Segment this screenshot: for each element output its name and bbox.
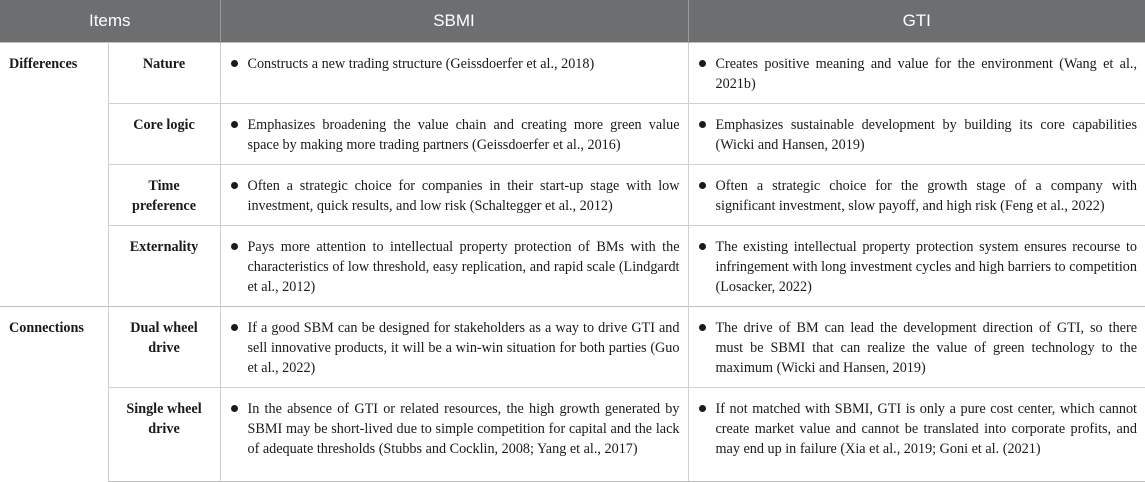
table-row xyxy=(0,226,1145,307)
header-items: Items xyxy=(0,0,220,43)
header-row xyxy=(0,0,1145,43)
row-label: Time preference xyxy=(108,165,220,226)
sbmi-cell: Often a strategic choice for companies in their start-up stage with low investment, quick results, and low risk (Schaltegger et al., 2012) xyxy=(220,165,688,226)
table-row xyxy=(0,104,1145,165)
gti-cell: The drive of BM can lead the development direction of GTI, so there must be SBMI that can realize the value of green technology to the maximum (Wicki and Hansen, 2019) xyxy=(688,307,1145,388)
row-label: Core logic xyxy=(108,104,220,165)
gti-cell: Emphasizes sustainable development by building its core capabilities (Wicki and Hansen, 2019) xyxy=(688,104,1145,165)
bullet-icon xyxy=(231,182,238,189)
gti-cell: The existing intellectual property protection system ensures recourse to infringement with long investment cycles and high barriers to competition (Losacker, 2022) xyxy=(688,226,1145,307)
gti-cell: Creates positive meaning and value for the environment (Wang et al., 2021b) xyxy=(688,43,1145,104)
bullet-icon xyxy=(231,243,238,250)
group-label: Differences xyxy=(0,43,108,307)
bullet-icon xyxy=(699,60,706,67)
sbmi-cell: Constructs a new trading structure (Geissdoerfer et al., 2018) xyxy=(220,43,688,104)
bullet-icon xyxy=(231,60,238,67)
gti-cell: Often a strategic choice for the growth stage of a company with significant investment, slow payoff, and high risk (Feng et al., 2022) xyxy=(688,165,1145,226)
sbmi-cell: If a good SBM can be designed for stakeholders as a way to drive GTI and sell innovative products, it will be a win-win situation for both parties (Guo et al., 2022) xyxy=(220,307,688,388)
bullet-icon xyxy=(699,243,706,250)
sbmi-cell: Pays more attention to intellectual property protection of BMs with the characteristics of low threshold, easy replication, and rapid scale (Lindgardt et al., 2012) xyxy=(220,226,688,307)
header-gti: GTI xyxy=(688,0,1145,43)
sbmi-cell: In the absence of GTI or related resources, the high growth generated by SBMI may be short-lived due to simple competition for capital and the lack of adequate thresholds (Stubbs and Cocklin, 2008; Yang et al., 2017) xyxy=(220,388,688,482)
group-label: Connections xyxy=(0,307,108,482)
row-label: Single wheel drive xyxy=(108,388,220,482)
bullet-icon xyxy=(699,182,706,189)
row-label: Dual wheel drive xyxy=(108,307,220,388)
gti-cell: If not matched with SBMI, GTI is only a pure cost center, which cannot create market value and cannot be translated into corporate profits, and may end up in failure (Xia et al., 2019; Goni et al. (2021) xyxy=(688,388,1145,482)
bullet-icon xyxy=(699,405,706,412)
sbmi-cell: Emphasizes broadening the value chain and creating more green value space by making more trading partners (Geissdoerfer et al., 2016) xyxy=(220,104,688,165)
bullet-icon xyxy=(231,324,238,331)
bullet-icon xyxy=(699,121,706,128)
header-sbmi: SBMI xyxy=(220,0,688,43)
row-label: Externality xyxy=(108,226,220,307)
table-row xyxy=(0,388,1145,482)
row-label: Nature xyxy=(108,43,220,104)
table-row xyxy=(0,43,1145,104)
bullet-icon xyxy=(699,324,706,331)
table-row xyxy=(0,165,1145,226)
bullet-icon xyxy=(231,121,238,128)
bullet-icon xyxy=(231,405,238,412)
table-row xyxy=(0,307,1145,388)
